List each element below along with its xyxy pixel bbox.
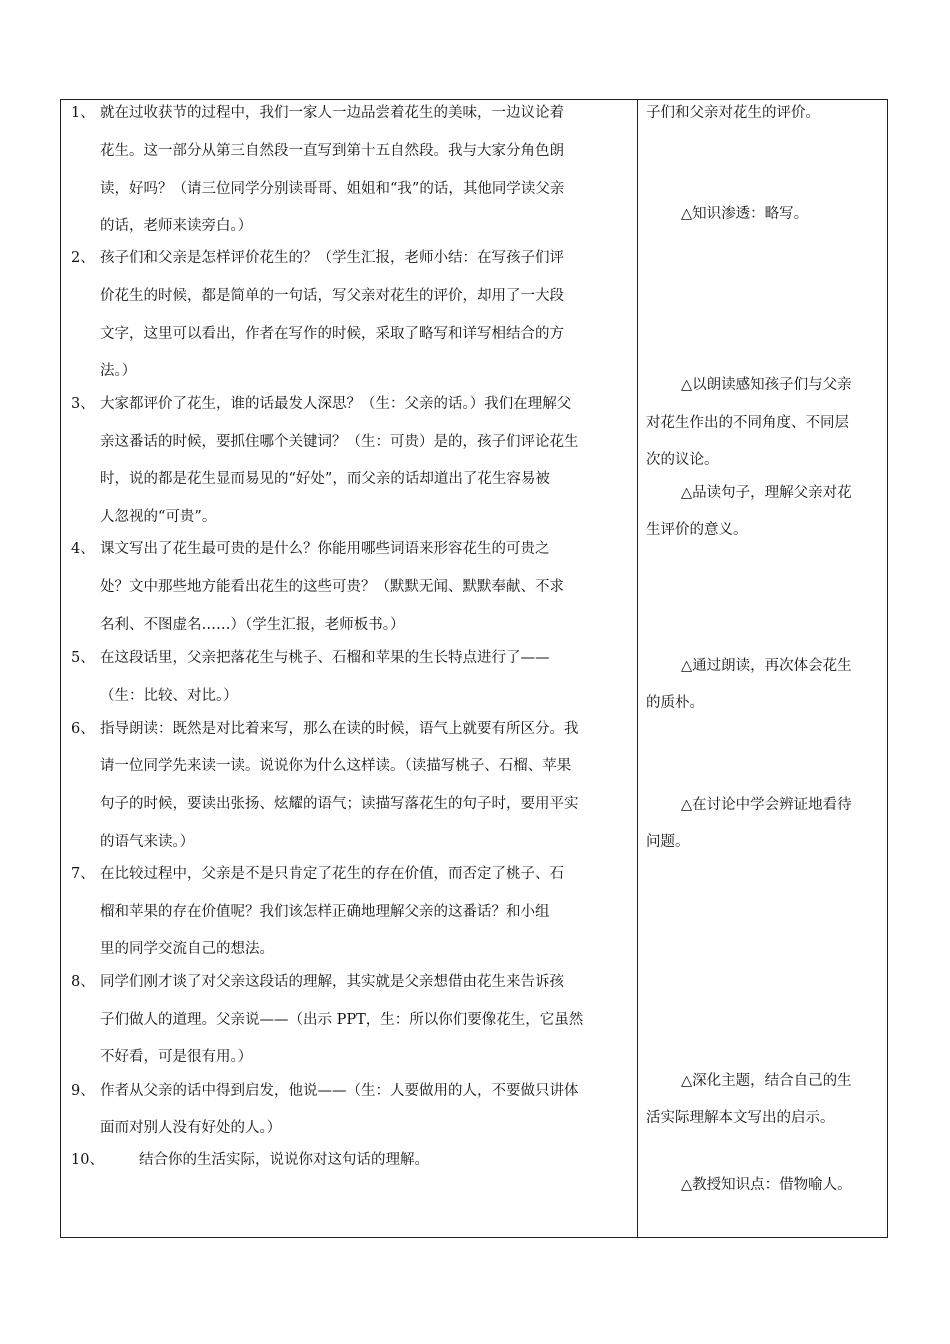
note-line: △以朗读感知孩子们与父亲 [681, 377, 852, 393]
item-number: 10、 [71, 1152, 104, 1168]
item-text-line: 同学们刚才谈了对父亲这段话的理解，其实就是父亲想借由花生来告诉孩 [100, 974, 564, 990]
item-text-line: 亲这番话的时候，要抓住哪个关键词？（生：可贵）是的，孩子们评论花生 [100, 434, 579, 450]
item-text-line: 指导朗读：既然是对比着来写，那么在读的时候，语气上就要有所区分。我 [100, 721, 579, 737]
item-number: 5、 [71, 650, 95, 666]
item-text-line: 处？文中那些地方能看出花生的这些可贵？（默默无闻、默默奉献、不求 [100, 579, 564, 595]
item-text-line: 文字，这里可以看出，作者在写作的时候，采取了略写和详写相结合的方 [100, 326, 564, 342]
item-number: 8、 [71, 974, 95, 990]
note-line: 对花生作出的不同角度、不同层 [646, 415, 849, 431]
design-notes-column [638, 100, 887, 1237]
item-text-line: 大家都评价了花生，谁的话最发人深思？（生：父亲的话。）我们在理解父 [100, 396, 572, 412]
item-text-line: 请一位同学先来读一读。说说你为什么这样读。（读描写桃子、石榴、苹果 [100, 758, 572, 774]
note-line: 问题。 [646, 834, 690, 850]
item-text-line: 在比较过程中，父亲是不是只肯定了花生的存在价值，而否定了桃子、石 [100, 866, 564, 882]
item-text-line: 子们做人的道理。父亲说——（出示 PPT，生：所以你们要像花生，它虽然 [100, 1012, 584, 1028]
note-line: 的质朴。 [646, 695, 704, 711]
note-line: △教授知识点：借物喻人。 [681, 1177, 852, 1193]
item-text-line: 人忽视的“可贵”。 [100, 509, 217, 525]
item-text-line: 法。） [100, 363, 137, 379]
item-number: 4、 [71, 541, 95, 557]
note-line: △深化主题，结合自己的生 [681, 1073, 852, 1089]
note-line: △品读句子，理解父亲对花 [681, 485, 852, 501]
note-line: 子们和父亲对花生的评价。 [646, 105, 820, 121]
item-text-line: 句子的时候，要读出张扬、炫耀的语气；读描写落花生的句子时，要用平实 [100, 796, 579, 812]
item-text-line: 课文写出了花生最可贵的是什么？你能用哪些词语来形容花生的可贵之 [100, 541, 550, 557]
item-text-line: 价花生的时候，都是简单的一句话，写父亲对花生的评价，却用了一大段 [100, 288, 564, 304]
item-number: 2、 [71, 250, 95, 266]
note-line: △通过朗读，再次体会花生 [681, 658, 852, 674]
item-text-line: 作者从父亲的话中得到启发，他说——（生：人要做用的人，不要做只讲体 [100, 1083, 579, 1099]
item-text-line: 读，好吗？（请三位同学分别读哥哥、姐姐和“我”的话，其他同学读父亲 [100, 181, 565, 197]
note-line: 生评价的意义。 [646, 522, 748, 538]
item-text-line: 不好看，可是很有用。） [100, 1049, 253, 1065]
item-number: 9、 [71, 1083, 95, 1099]
item-text-line: 的语气来读。） [100, 834, 195, 850]
item-text-line: 里的同学交流自己的想法。 [100, 941, 274, 957]
teaching-process-column [61, 100, 638, 1237]
note-line: △知识渗透：略写。 [681, 206, 809, 222]
item-text-line: 时，说的都是花生显而易见的“好处”，而父亲的话却道出了花生容易被 [100, 471, 550, 487]
item-text-line: 在这段话里，父亲把落花生与桃子、石榴和苹果的生长特点进行了—— [100, 650, 550, 666]
item-number: 6、 [71, 721, 95, 737]
note-line: 次的议论。 [646, 452, 719, 468]
item-text-line: 名利、不图虚名……）（学生汇报，老师板书。） [100, 617, 405, 633]
item-number: 1、 [71, 105, 95, 121]
item-text-line: 榴和苹果的存在价值呢？我们该怎样正确地理解父亲的这番话？和小组 [100, 904, 550, 920]
lesson-plan-table [60, 99, 888, 1238]
item-text-line: （生：比较、对比。） [100, 688, 238, 704]
item-text-line: 面而对别人没有好处的人。） [100, 1120, 282, 1136]
item-text-line: 孩子们和父亲是怎样评价花生的？（学生汇报，老师小结：在写孩子们评 [100, 250, 564, 266]
note-line: 活实际理解本文写出的启示。 [646, 1110, 835, 1126]
item-number: 7、 [71, 866, 95, 882]
item-number: 3、 [71, 396, 95, 412]
item-text-line: 的话，老师来读旁白。） [100, 218, 253, 234]
note-line: △在讨论中学会辨证地看待 [681, 797, 852, 813]
item-text-line: 花生。这一部分从第三自然段一直写到第十五自然段。我与大家分角色朗 [100, 143, 564, 159]
item-text-line: 结合你的生活实际，说说你对这句话的理解。 [139, 1152, 429, 1168]
item-text-line: 就在过收获节的过程中，我们一家人一边品尝着花生的美味，一边议论着 [100, 105, 564, 121]
